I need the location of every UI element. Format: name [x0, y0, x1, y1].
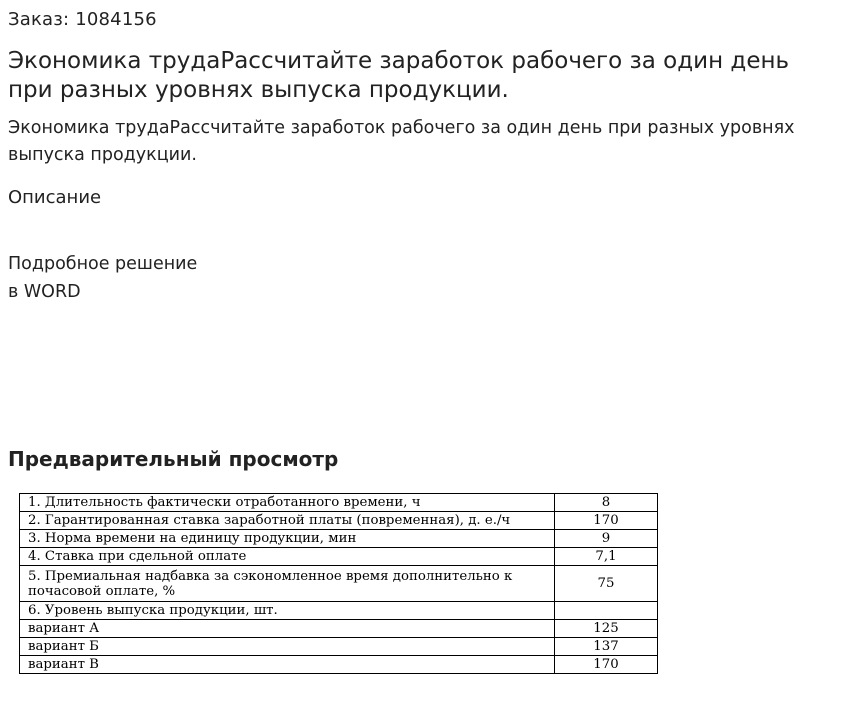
row-value: 8	[555, 494, 658, 512]
description-body	[8, 250, 197, 306]
row-value: 137	[555, 638, 658, 656]
row-value: 125	[555, 620, 658, 638]
table-row	[20, 530, 658, 548]
page-subtitle: Экономика трудаРассчитайте заработок рабочего за один день при разных уровнях выпуска продукции.	[8, 118, 795, 165]
preview-heading: Предварительный просмотр	[8, 447, 339, 471]
row-label: 4. Ставка при сдельной оплате	[20, 548, 555, 566]
row-value: 9	[555, 530, 658, 548]
table-row	[20, 566, 658, 602]
row-label: вариант А	[20, 620, 555, 638]
row-label: вариант В	[20, 656, 555, 674]
table-row	[20, 512, 658, 530]
table-row	[20, 602, 658, 620]
page-title: Экономика трудаРассчитайте заработок рабочего за один день при разных уровнях выпуска продукции.	[8, 48, 790, 103]
row-value: 75	[555, 566, 658, 602]
order-number: Заказ: 1084156	[8, 9, 157, 30]
table-row	[20, 620, 658, 638]
row-value: 170	[555, 656, 658, 674]
table-row	[20, 494, 658, 512]
row-label: вариант Б	[20, 638, 555, 656]
row-label: 6. Уровень выпуска продукции, шт.	[20, 602, 555, 620]
parameters-table	[19, 493, 658, 674]
row-value: 170	[555, 512, 658, 530]
table-row	[20, 656, 658, 674]
table-row	[20, 638, 658, 656]
row-label: 5. Премиальная надбавка за сэкономленное время дополнительно к почасовой оплате, %	[20, 566, 555, 602]
row-value: 7,1	[555, 548, 658, 566]
description-heading: Описание	[8, 187, 102, 208]
row-label: 3. Норма времени на единицу продукции, мин	[20, 530, 555, 548]
table-row	[20, 548, 658, 566]
row-value	[555, 602, 658, 620]
description-line: Подробное решение	[8, 254, 198, 274]
row-label: 1. Длительность фактически отработанного времени, ч	[20, 494, 555, 512]
row-label: 2. Гарантированная ставка заработной платы (повременная), д. е./ч	[20, 512, 555, 530]
description-line: в WORD	[8, 282, 81, 302]
